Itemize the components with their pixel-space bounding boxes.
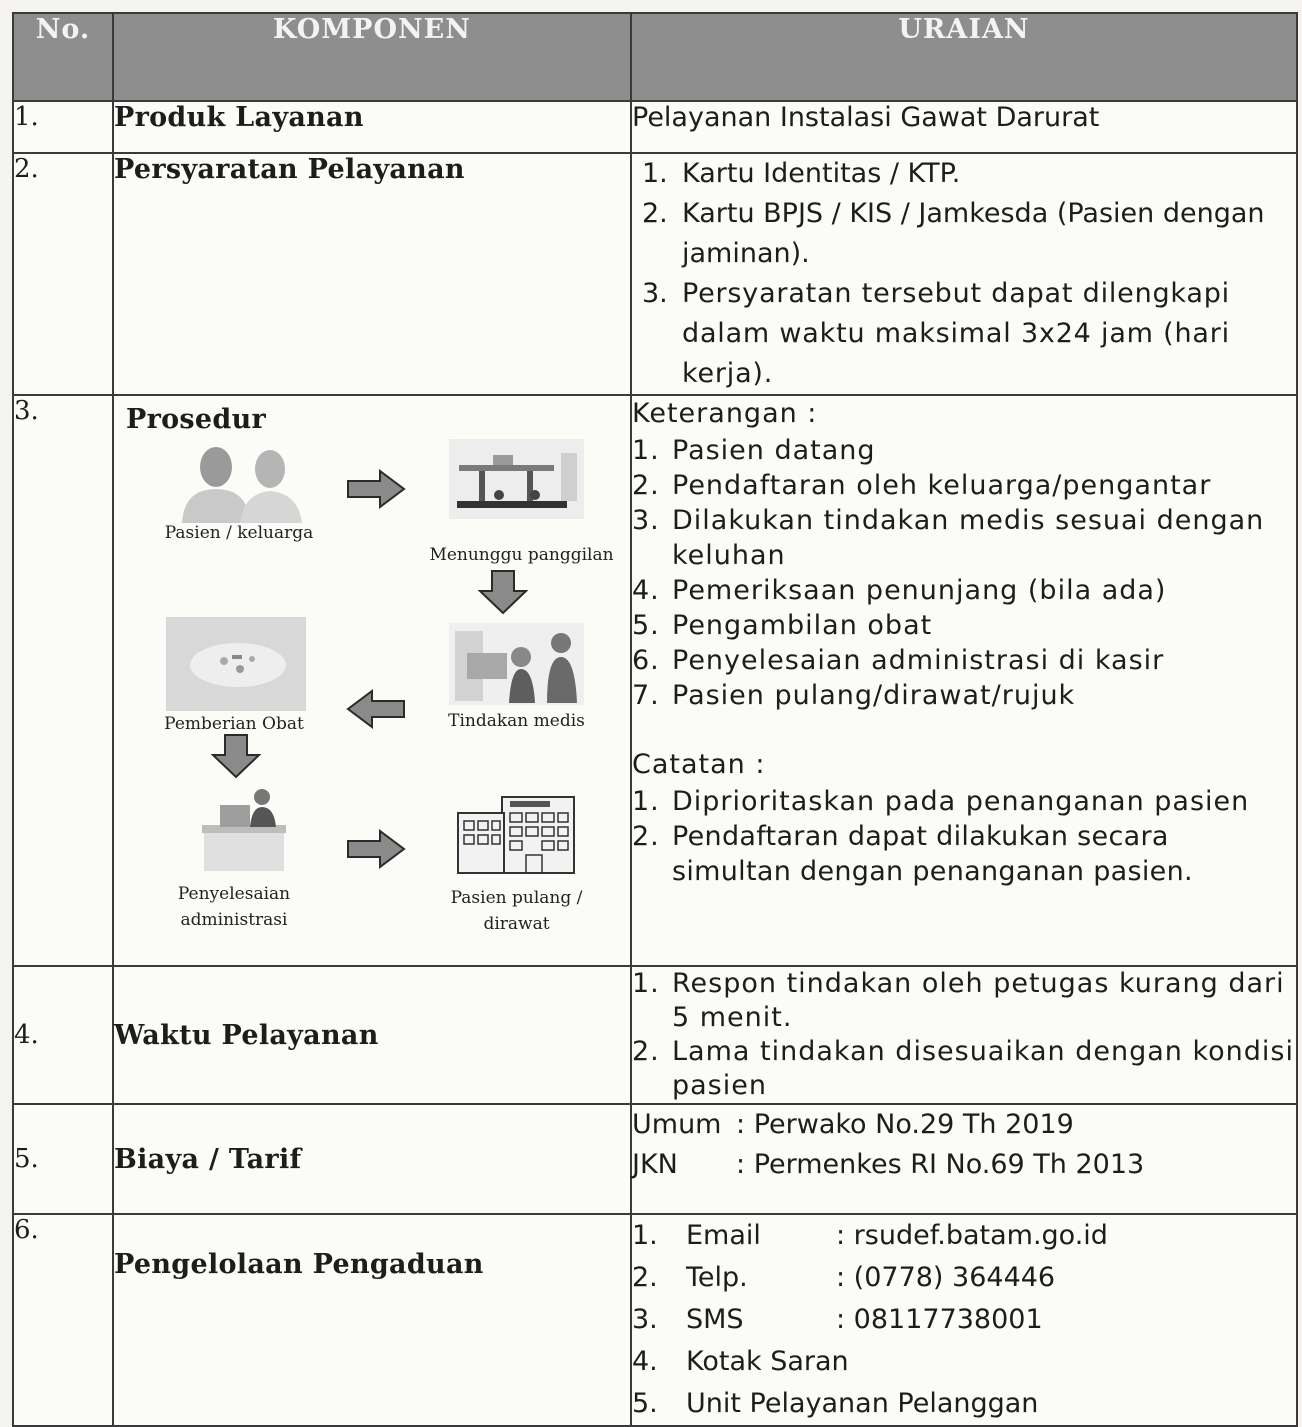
caption-administrasi: Penyelesaian administrasi bbox=[177, 884, 291, 930]
keterangan-title: Keterangan : bbox=[632, 398, 818, 429]
list-item: 7. Pasien pulang/dirawat/rujuk bbox=[632, 680, 1076, 711]
row-komponen: Persyaratan Pelayanan bbox=[113, 153, 631, 395]
row-komponen: Waktu Pelayanan bbox=[113, 966, 631, 1104]
row-number: 1. bbox=[13, 101, 113, 153]
row-uraian: Pelayanan Instalasi Gawat Darurat bbox=[631, 101, 1297, 153]
list-item: 2. Lama tindakan disesuaikan dengan kondisi pasien bbox=[632, 1036, 1295, 1101]
table-row bbox=[13, 1214, 1297, 1426]
row-number: 3. bbox=[13, 395, 113, 966]
row-uraian bbox=[631, 1214, 1297, 1426]
tarif-line: JKN : Permenkes RI No.69 Th 2013 bbox=[632, 1149, 1145, 1180]
catatan-title: Catatan : bbox=[632, 749, 766, 780]
list-item: 4. Kotak Saran bbox=[632, 1346, 849, 1377]
row-komponen: Prosedur bbox=[126, 404, 267, 435]
row-uraian bbox=[631, 153, 1297, 395]
list-item: 1. Pasien datang bbox=[632, 435, 876, 466]
row-komponen: Pengelolaan Pengaduan bbox=[113, 1214, 631, 1426]
arrow-right-icon bbox=[346, 829, 406, 869]
list-item: 1. Email : rsudef.batam.go.id bbox=[632, 1220, 1108, 1251]
service-standard-sheet bbox=[12, 12, 1296, 1427]
list-item: 1. Diprioritaskan pada penanganan pasien bbox=[632, 786, 1250, 817]
header-komponen: KOMPONEN bbox=[113, 13, 631, 101]
caption-menunggu: Menunggu panggilan bbox=[429, 545, 614, 565]
list-item: 2. Kartu BPJS / KIS / Jamkesda (Pasien dengan jaminan). bbox=[642, 198, 1265, 269]
medicine-icon bbox=[166, 617, 306, 711]
header-no: No. bbox=[13, 13, 113, 101]
row-number: 2. bbox=[13, 153, 113, 395]
caption-obat: Pemberian Obat bbox=[164, 714, 304, 734]
row-komponen: Produk Layanan bbox=[113, 101, 631, 153]
patient-family-icon bbox=[164, 445, 314, 525]
table-row bbox=[13, 101, 1297, 153]
arrow-down-icon bbox=[478, 569, 528, 615]
requirements-list bbox=[642, 154, 1296, 394]
table-header-row bbox=[13, 13, 1297, 101]
row-number: 6. bbox=[13, 1214, 113, 1426]
catatan-list bbox=[632, 784, 1296, 889]
list-item: 6. Penyelesaian administrasi di kasir bbox=[632, 645, 1165, 676]
list-item: 2. Pendaftaran oleh keluarga/pengantar bbox=[632, 470, 1212, 501]
header-uraian: URAIAN bbox=[631, 13, 1297, 101]
list-item: 2. Telp. : (0778) 364446 bbox=[632, 1262, 1056, 1293]
list-item: 1. Respon tindakan oleh petugas kurang dari 5 menit. bbox=[632, 968, 1285, 1033]
list-item: 3. Dilakukan tindakan medis sesuai dengan keluhan bbox=[632, 505, 1265, 571]
list-item: 4. Pemeriksaan penunjang (bila ada) bbox=[632, 575, 1167, 606]
hospital-icon bbox=[454, 791, 579, 875]
table-row bbox=[13, 1104, 1297, 1214]
procedure-description bbox=[631, 395, 1297, 966]
service-standard-table bbox=[12, 12, 1298, 1427]
waiting-room-icon bbox=[449, 439, 584, 519]
arrow-down-icon bbox=[211, 733, 261, 779]
row-number: 5. bbox=[13, 1104, 113, 1214]
procedure-cell bbox=[113, 395, 631, 966]
medical-treatment-icon bbox=[449, 623, 584, 705]
administration-icon bbox=[194, 787, 294, 875]
list-item: 5. Pengambilan obat bbox=[632, 610, 933, 641]
caption-tindakan: Tindakan medis bbox=[448, 711, 585, 731]
table-row bbox=[13, 153, 1297, 395]
list-item: 1. Kartu Identitas / KTP. bbox=[642, 158, 961, 189]
list-item: 5. Unit Pelayanan Pelanggan bbox=[632, 1388, 1039, 1419]
row-uraian bbox=[631, 966, 1297, 1104]
list-item: 3. SMS : 08117738001 bbox=[632, 1304, 1043, 1335]
table-row bbox=[13, 966, 1297, 1104]
row-uraian bbox=[631, 1104, 1297, 1214]
tarif-line: Umum : Perwako No.29 Th 2019 bbox=[632, 1109, 1074, 1140]
arrow-left-icon bbox=[346, 689, 406, 729]
list-item: 3. Persyaratan tersebut dapat dilengkapi dalam waktu maksimal 3x24 jam (hari kerja). bbox=[642, 278, 1230, 389]
procedure-flow-diagram bbox=[114, 435, 630, 965]
row-number: 4. bbox=[13, 966, 113, 1104]
arrow-right-icon bbox=[346, 469, 406, 509]
table-row bbox=[13, 395, 1297, 966]
pengaduan-list bbox=[632, 1215, 1296, 1425]
caption-pasien: Pasien / keluarga bbox=[164, 523, 314, 543]
waktu-list bbox=[632, 967, 1296, 1103]
keterangan-list bbox=[632, 433, 1296, 713]
list-item: 2. Pendaftaran dapat dilakukan secara simultan dengan penanganan pasien. bbox=[632, 821, 1193, 887]
row-komponen: Biaya / Tarif bbox=[113, 1104, 631, 1214]
caption-pulang: Pasien pulang / dirawat bbox=[450, 888, 583, 934]
